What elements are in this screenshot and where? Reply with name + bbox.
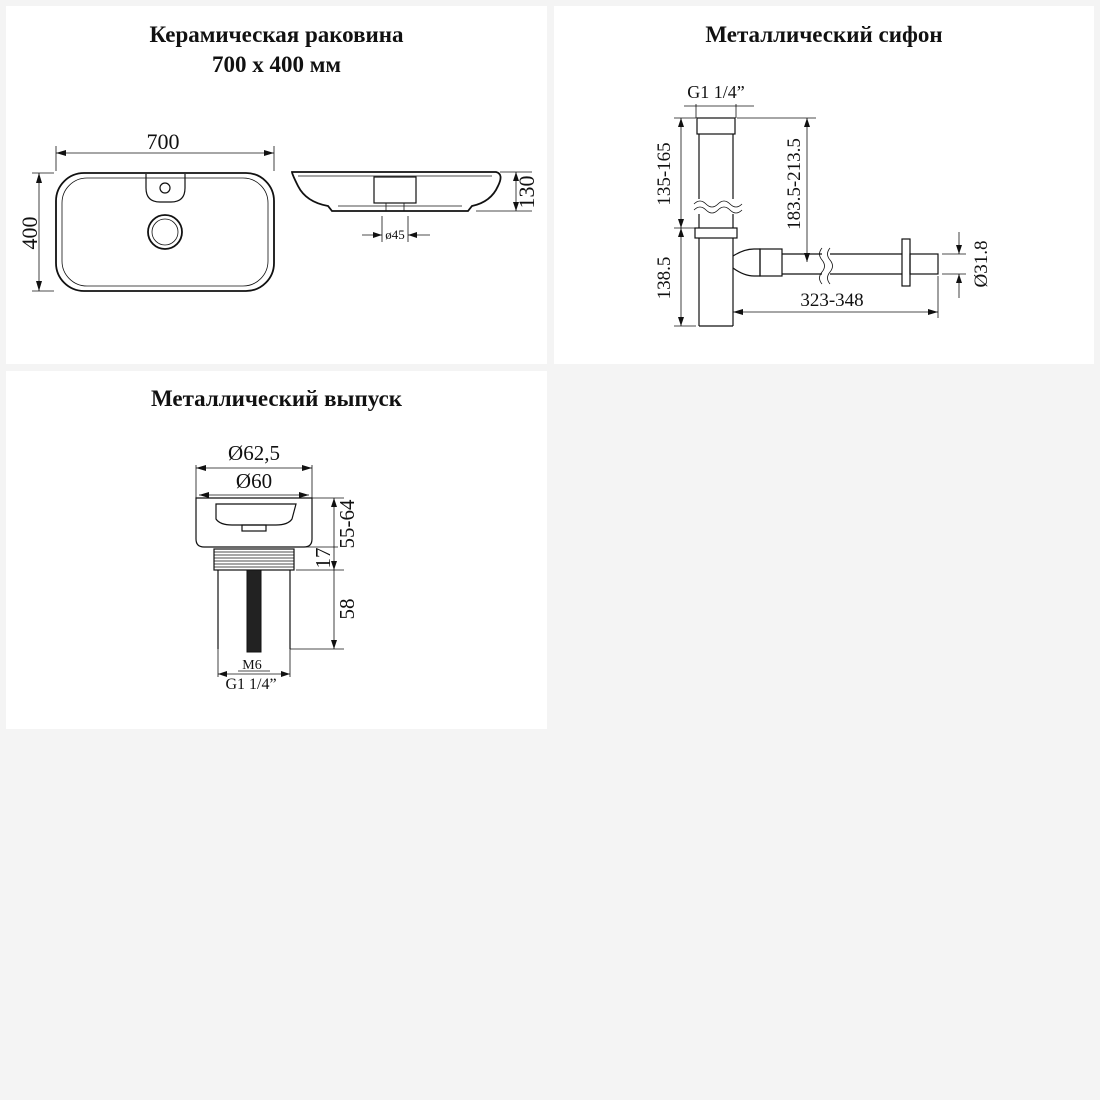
sink-drawing	[6, 6, 547, 364]
siphon-upper-dimension	[654, 118, 696, 228]
sink-width-label: 700	[146, 129, 180, 154]
siphon-lower-dimension	[654, 228, 696, 326]
sink-title-line2: 700 х 400 мм	[211, 52, 342, 77]
drain-outer-label: Ø62,5	[228, 441, 280, 465]
drain-body-label: 58	[335, 598, 359, 620]
siphon-outlet-height-label: 183.5-213.5	[784, 138, 805, 230]
drain-title: Металлический выпуск	[150, 386, 402, 411]
siphon-diameter-label: Ø31.8	[971, 240, 992, 288]
sink-height-dimension	[476, 172, 539, 211]
drain-thread-label: G1 1/4”	[225, 676, 277, 693]
sink-top-view	[56, 173, 274, 291]
drain-body-dimension	[290, 570, 359, 649]
drain-flange-label: 17	[311, 547, 335, 569]
siphon-diameter-dimension	[942, 232, 992, 298]
siphon-vertical-pipe	[694, 118, 742, 326]
drain-bolt-label: M6	[242, 658, 262, 673]
sink-title-line1: Керамическая раковина	[149, 22, 404, 47]
siphon-length-label: 323-348	[800, 290, 864, 311]
sink-height-label: 130	[514, 175, 539, 209]
sink-side-view	[292, 172, 501, 211]
drain-panel	[6, 371, 547, 729]
siphon-thread-label: G1 1/4”	[687, 82, 745, 102]
siphon-outlet-height-dimension	[737, 118, 816, 262]
siphon-lower-label: 138.5	[654, 256, 675, 300]
sink-depth-label: 400	[17, 216, 42, 250]
sink-panel	[6, 6, 547, 364]
drain-height-label: 55-64	[335, 499, 359, 549]
sink-drain-dimension	[362, 216, 430, 242]
drain-inner-label: Ø60	[235, 469, 273, 493]
siphon-drawing	[554, 6, 1094, 364]
siphon-horizontal-outlet	[733, 239, 938, 286]
siphon-length-dimension	[733, 276, 938, 318]
siphon-title: Металлический сифон	[705, 22, 943, 47]
sink-depth-dimension	[17, 173, 54, 291]
drain-inner-dimension	[199, 469, 309, 498]
drain-bolt-dimension	[238, 658, 270, 673]
drain-flange-dimension	[296, 547, 338, 569]
sink-drain-label: ø45	[385, 227, 405, 242]
siphon-panel	[554, 6, 1094, 364]
drain-drawing	[6, 371, 547, 729]
sink-width-dimension	[56, 129, 274, 171]
drain-body	[196, 498, 312, 652]
siphon-upper-label: 135-165	[654, 142, 675, 206]
